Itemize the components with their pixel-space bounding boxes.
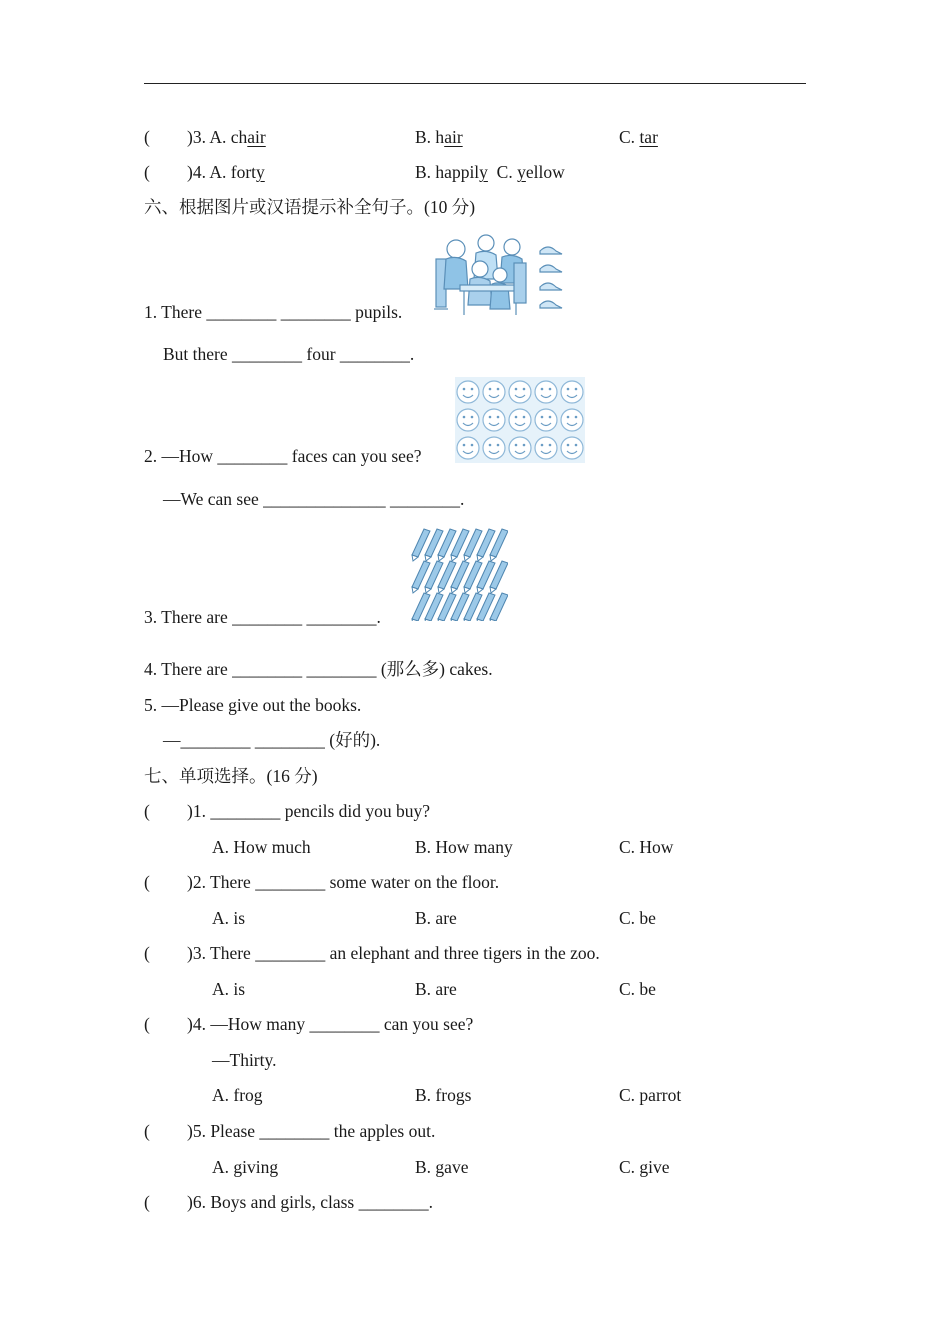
section7-title: 七、单项选择。(16 分) [144, 766, 318, 786]
mc-q4-option-a: A. frog [212, 1085, 263, 1105]
smiley-face-icon [561, 437, 583, 459]
s6-q4: 4. There are ________ ________ (那么多) cakes. [144, 659, 493, 679]
mc-q5-option-c: C. give [619, 1157, 670, 1177]
phonics-paren-3: ( [144, 127, 150, 147]
smiley-face-icon [457, 437, 479, 459]
smiley-face-icon [509, 381, 531, 403]
s6-q2-line1: 2. —How ________ faces can you see? [144, 446, 422, 466]
smiley-face-icon [535, 409, 557, 431]
mc-q2-option-c: C. be [619, 908, 656, 928]
phonics-q3-option-c: C. tar [619, 127, 658, 147]
smiley-face-icon [561, 409, 583, 431]
smiley-face-icon [535, 381, 557, 403]
phonics-q3-option-a: )3. A. chair [187, 127, 266, 147]
mc-q1-option-a: A. How much [212, 837, 311, 857]
mc-q4-paren: ( [144, 1014, 150, 1034]
s6-q1-line1: 1. There ________ ________ pupils. [144, 302, 403, 322]
mc-q3-option-a: A. is [212, 979, 246, 999]
s6-q2-line2: —We can see ______________ ________. [163, 489, 465, 509]
mc-q2-option-a: A. is [212, 908, 246, 928]
phonics-q4-option-a: )4. A. forty [187, 162, 265, 182]
section6-title: 六、根据图片或汉语提示补全句子。(10 分) [144, 197, 476, 217]
mc-q1-option-c: C. How [619, 837, 674, 857]
phonics-q4-option-bc: B. happily C. yellow [415, 162, 565, 182]
smiley-face-icon [483, 409, 505, 431]
mc-q2-stem: )2. There ________ some water on the floor. [187, 872, 500, 892]
pencils-picture [408, 525, 508, 621]
mc-q5-paren: ( [144, 1121, 150, 1141]
s6-q5-line1: 5. —Please give out the books. [144, 695, 362, 715]
mc-q4-option-c: C. parrot [619, 1085, 682, 1105]
smiley-face-icon [509, 409, 531, 431]
mc-q3-option-c: C. be [619, 979, 656, 999]
mc-q6-paren: ( [144, 1192, 150, 1212]
mc-q6-stem: )6. Boys and girls, class ________. [187, 1192, 433, 1212]
s6-q1-line2: But there ________ four ________. [163, 344, 415, 364]
mc-q5-stem: )5. Please ________ the apples out. [187, 1121, 436, 1141]
mc-q4-reply: —Thirty. [212, 1050, 277, 1070]
smiley-face-icon [509, 437, 531, 459]
mc-q1-stem: )1. ________ pencils did you buy? [187, 801, 431, 821]
smiley-face-icon [483, 381, 505, 403]
smiley-face-icon [483, 437, 505, 459]
smiley-face-icon [561, 381, 583, 403]
s6-q5-line2: —________ ________ (好的). [163, 730, 381, 750]
mc-q1-option-b: B. How many [415, 837, 513, 857]
mc-q3-stem: )3. There ________ an elephant and three tigers in the zoo. [187, 943, 600, 963]
smiley-face-icon [535, 437, 557, 459]
phonics-paren-4: ( [144, 162, 150, 182]
mc-q4-option-b: B. frogs [415, 1085, 472, 1105]
mc-q2-option-b: B. are [415, 908, 457, 928]
smiley-face-icon [457, 381, 479, 403]
mc-q5-option-a: A. giving [212, 1157, 279, 1177]
mc-q3-paren: ( [144, 943, 150, 963]
mc-q2-paren: ( [144, 872, 150, 892]
header-rule [144, 83, 806, 84]
mc-q3-option-b: B. are [415, 979, 457, 999]
mc-q1-paren: ( [144, 801, 150, 821]
smiley-face-icon [457, 409, 479, 431]
smiley-faces-picture [455, 377, 585, 463]
mc-q5-option-b: B. gave [415, 1157, 469, 1177]
phonics-q3-option-b: B. hair [415, 127, 463, 147]
mc-q4-stem: )4. —How many ________ can you see? [187, 1014, 474, 1034]
s6-q3: 3. There are ________ ________. [144, 607, 381, 627]
pupils-and-caps-picture [430, 229, 570, 317]
